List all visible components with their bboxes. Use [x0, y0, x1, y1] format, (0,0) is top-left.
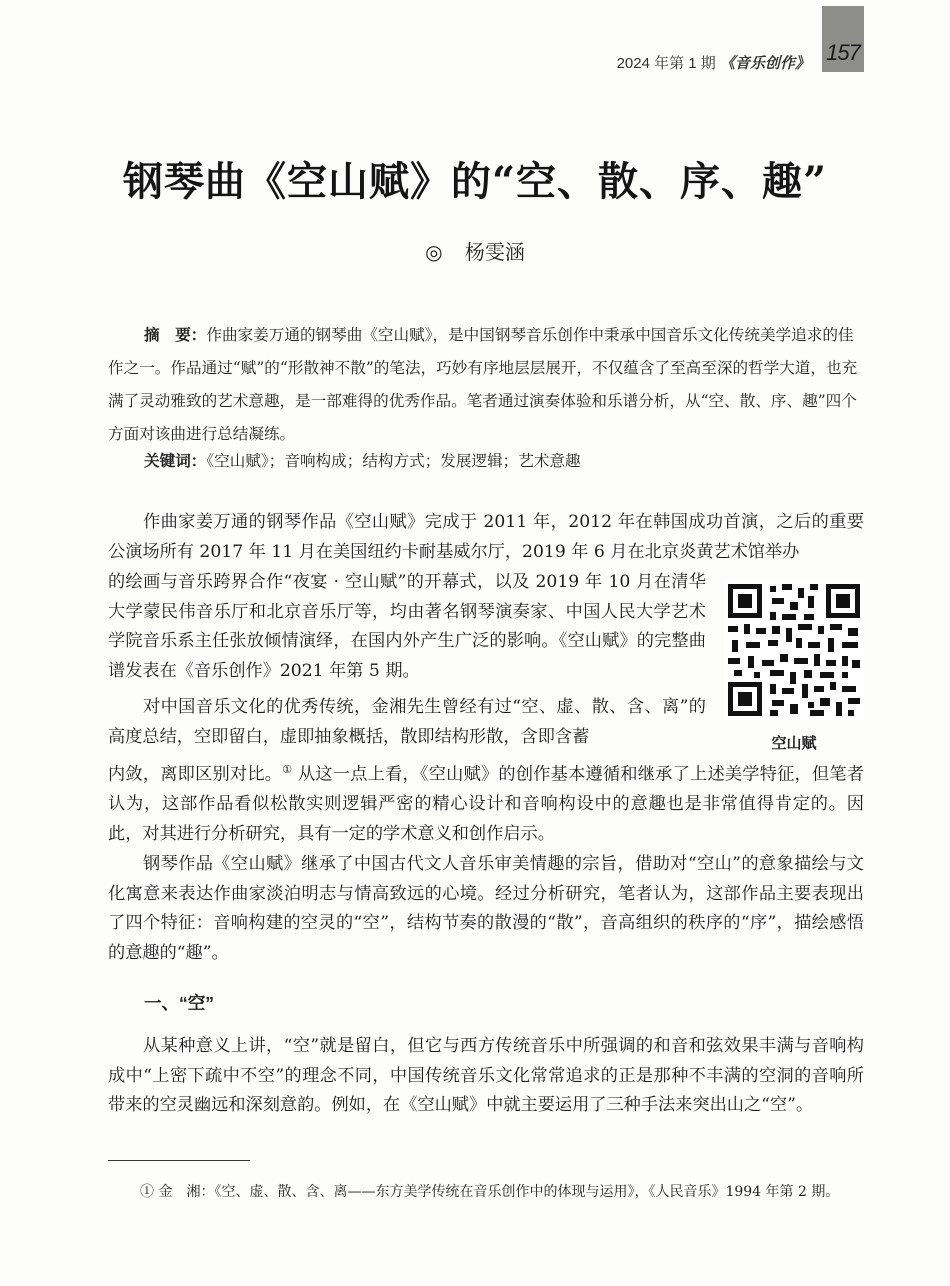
qr-code-block [724, 580, 864, 753]
footnote-ref[interactable]: ① [282, 763, 293, 776]
keywords-label: 关键词： [144, 451, 207, 470]
paragraph-1-wrap: 的绘画与音乐跨界合作“夜宴 · 空山赋”的开幕式，以及 2019 年 10 月在清华大学蒙民伟音乐厅和北京音乐厅等，均由著名钢琴演奏家、中国人民大学艺术学院音乐系主任张放倾情演绎，在国内外产生广泛的影响。《空山赋》的完整曲谱发表在《音乐创作》2021 年第 5 期。 [108, 572, 706, 682]
issue-label: 2024 年第 1 期 [616, 55, 716, 72]
abstract-label: 摘 要： [144, 325, 207, 344]
section-heading-1: 一、“空” [144, 993, 214, 1013]
running-header [617, 52, 810, 73]
keywords-text: 《空山赋》；音响构成；结构方式；发展逻辑；艺术意趣 [206, 452, 581, 470]
author-name: 杨雯涵 [464, 240, 525, 264]
page-number-tab [822, 6, 864, 72]
qr-caption: 空山赋 [771, 735, 817, 752]
paragraph-2-wrap: 对中国音乐文化的优秀传统，金湘先生曾经有过“空、虚、散、含、离”的高度总结，空即留白，虚即抽象概括，散即结构形散，含即含蓄 [108, 697, 706, 747]
paragraph-3: 钢琴作品《空山赋》继承了中国古代文人音乐审美情趣的宗旨，借助对“空山”的意象描绘与文化寓意来表达作曲家淡泊明志与情高致远的心境。经过分析研究，笔者认为，这部作品主要表现出了四个特征：音响构建的空灵的“空”，结构节奏的散漫的“散”，音高组织的秩序的“序”，描绘感悟的意趣的“趣”。 [108, 854, 864, 964]
author-line [0, 236, 950, 265]
paragraph-1-lead: 作曲家姜万通的钢琴作品《空山赋》完成于 2011 年，2012 年在韩国成功首演，之后的重要公演场所有 2017 年 11 月在美国纽约卡耐基威尔厅，2019 年 6 月在北京炎黄艺术馆举办 [108, 512, 864, 562]
footnote-divider [108, 1160, 250, 1161]
paragraph-2-rest-a: 内敛，离即区别对比。 [108, 764, 283, 785]
qr-code-icon[interactable] [724, 580, 864, 720]
paragraph-2-rest [108, 755, 864, 850]
paragraph-4: 从某种意义上讲，“空”就是留白，但它与西方传统音乐中所强调的和音和弦效果丰满与音响构成中“上密下疏中不空”的理念不同，中国传统音乐文化常常追求的正是那种不丰满的空洞的音响所带来的空灵幽远和深刻意韵。例如，在《空山赋》中就主要运用了三种手法来突出山之“空”。 [108, 1036, 864, 1116]
article-title: 钢琴曲《空山赋》的“空、散、序、趣” [122, 158, 827, 205]
footnote-1: ① 金 湘：《空、虚、散、含、离——东方美学传统在音乐创作中的体现与运用》，《人民音乐》1994 年第 2 期。 [140, 1184, 840, 1200]
keywords [144, 444, 864, 478]
abstract [108, 318, 864, 451]
paragraph-2-rest-b: 从这一点上看，《空山赋》的创作基本遵循和继承了上述美学特征，但笔者认为，这部作品看似松散实则逻辑严密的精心设计和音响构设中的意趣也是非常值得肯定的。因此，对其进行分析研究，具有一定的学术意义和创作启示。 [108, 764, 864, 845]
page-number: 157 [826, 40, 860, 65]
magazine-name: 《音乐创作》 [719, 54, 810, 72]
abstract-text: 作曲家姜万通的钢琴曲《空山赋》，是中国钢琴音乐创作中秉承中国音乐文化传统美学追求的佳作之一。作品通过“赋”的“形散神不散”的笔法，巧妙有序地层层展开，不仅蕴含了至高至深的哲学大道，也充满了灵动雅致的艺术意趣，是一部难得的优秀作品。笔者通过演奏体验和乐谱分析，从“空、散、序、趣”四个方面对该曲进行总结凝练。 [108, 326, 858, 443]
author-mark-icon: ◎ [425, 240, 443, 264]
